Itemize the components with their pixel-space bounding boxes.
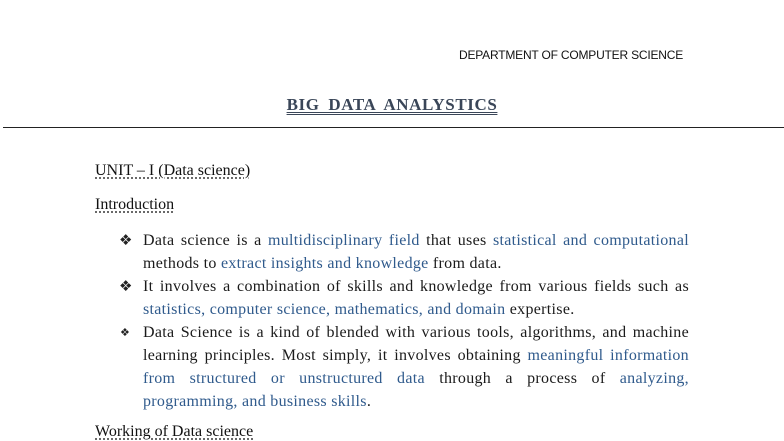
highlighted-text: extract insights and knowledge bbox=[220, 255, 429, 272]
body-text: expertise. bbox=[505, 301, 575, 318]
header-divider bbox=[3, 127, 784, 128]
bullet-item bbox=[119, 321, 689, 413]
unit-heading: UNIT – I (Data science) bbox=[95, 162, 251, 179]
document-title: BIG DATA ANALYSTICS bbox=[286, 95, 498, 114]
diamond-bullet-icon: ❖ bbox=[119, 277, 133, 295]
introduction-heading: Introduction bbox=[95, 196, 175, 213]
body-text: through a process of bbox=[424, 370, 620, 387]
intro-bullet-list bbox=[119, 229, 689, 413]
bullet-item bbox=[119, 229, 689, 275]
body-text: methods to bbox=[143, 255, 221, 272]
highlighted-text: statistics, computer science, mathematics, and domain bbox=[143, 301, 506, 318]
body-text: from data. bbox=[428, 255, 502, 272]
department-header: DEPARTMENT OF COMPUTER SCIENCE bbox=[459, 48, 684, 62]
highlighted-text: multidisciplinary field bbox=[268, 232, 420, 249]
body-text: Data science is a bbox=[143, 232, 268, 249]
highlighted-text: analyzing, programming, and business skills bbox=[143, 370, 689, 410]
highlighted-text: statistical and computational bbox=[492, 232, 689, 249]
bullet-item bbox=[119, 275, 689, 321]
bullet-text bbox=[143, 278, 689, 318]
working-heading: Working of Data science bbox=[95, 423, 254, 440]
body-text: that uses bbox=[419, 232, 493, 249]
bullet-text bbox=[143, 232, 689, 272]
diamond-bullet-icon: ❖ bbox=[119, 231, 133, 249]
bullet-text bbox=[143, 324, 689, 410]
body-text: It involves a combination of skills and knowledge from various fields such as bbox=[143, 278, 689, 295]
highlighted-text: meaningful information from structured or unstructured data bbox=[143, 347, 689, 387]
body-text: . bbox=[366, 393, 372, 410]
body-text: Data Science is a kind of blended with various tools, algorithms, and machine learning principles. Most simply, it involves obtaining bbox=[143, 324, 689, 364]
diamond-bullet-icon: ❖ bbox=[120, 326, 131, 339]
